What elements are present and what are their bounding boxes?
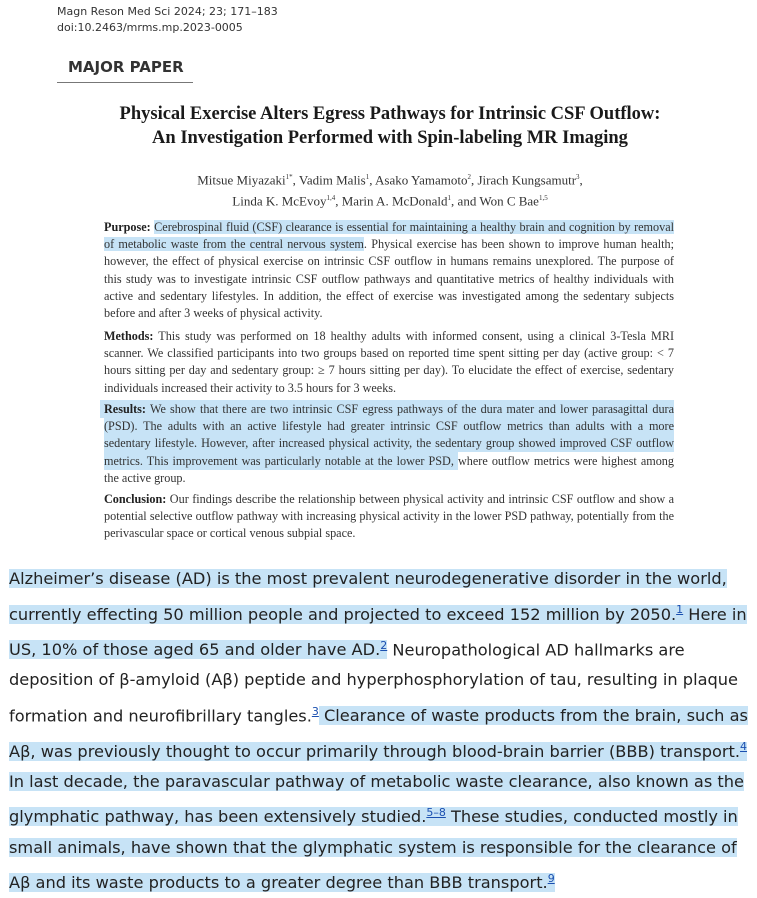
citation-link[interactable]: 3 — [311, 704, 319, 718]
conclusion-text: Our findings describe the relationship between physical activity and intrinsic CSF outflow and show a potential selective outflow pathway with increasing physical activity in the lower PSD pathway, potentially from the perivascular space or cortical venous subpial space. — [104, 492, 674, 541]
author-line-1: Mitsue Miyazaki$^{1*}$, Vadim Malis$^1$, Asako Yamamoto$^2$, Jirach Kungsamutr$^3$, — [197, 172, 583, 188]
author-name: Vadim Malis — [298, 172, 366, 188]
paper-title — [60, 102, 720, 150]
doi: doi:10.2463/mrms.mp.2023-0005 — [57, 21, 243, 34]
highlighted-text[interactable]: Cerebrospinal fluid (CSF) clearance is essential for maintaining a healthy brain and cognition by removal of metabolic waste from the central nervous system — [104, 220, 675, 252]
methods-text: This study was performed on 18 healthy adults with informed consent, using a clinical 3-Tesla MRI scanner. We classified participants into two groups based on reported time spent sitting per day (active group: < 7 hours sitting per day and sedentary group: ≥ 7 hours sitting per day). To elucidate the effect of exercise, sedentary individuals increased their activity to 3.5 hours for 3 weeks. — [104, 329, 675, 395]
citation-link[interactable]: 2 — [380, 638, 388, 652]
author-name: Won C Bae — [479, 193, 539, 209]
intro-paragraph — [9, 564, 749, 898]
sentence: These studies, conducted mostly in small animals, have shown that — [9, 807, 738, 857]
purpose-label: Purpose: — [104, 220, 151, 234]
purpose-text: . Physical exercise has been shown to improve human health; however, the effect of physical exercise on intrinsic CSF outflow in humans remains unexplored. The purpose of this study was to investigate intrinsic CSF outflow pathways and quantitative metrics of healthy individuals with active and sedentary lifestyles. In addition, the effect of exercise was investigated among the sedentary subjects before and after 3 weeks of physical activity. — [104, 237, 674, 321]
results-label: Results: — [104, 402, 146, 416]
author-affiliation: 1,5 — [538, 194, 548, 203]
abstract-conclusion — [104, 491, 674, 543]
author-name: Jirach Kungsamutr — [477, 172, 577, 188]
author-name: Asako Yamamoto — [375, 172, 468, 188]
results-text: where outflow metrics were highest among the active group. — [104, 453, 674, 485]
author-affiliation: 1 — [365, 173, 370, 181]
sentence: Alzheimer’s disease (AD) is the most prevalent neurodegenerative disorder in the world, currently effecting 50 million people and projected to exceed 152 million by 2050. — [9, 569, 727, 624]
title-line-1: Physical Exercise Alters Egress Pathways for Intrinsic CSF Outflow: — [119, 104, 661, 124]
citation-link[interactable]: 4 — [740, 740, 748, 754]
sentence: Neuropathological AD hallmarks are deposition of β-amyloid (Aβ) peptide and hyperphosphorylation of tau, resulting in plaque formation and neurofibrillary tangles. — [9, 640, 738, 725]
sentence: In last decade, the paravascular pathway of metabolic waste clearance, also known as the glymphatic pathway, has been extensively studied. — [9, 771, 744, 827]
journal-citation: Magn Reson Med Sci 2024; 23; 171–183 — [57, 5, 278, 18]
citation-link[interactable]: 1 — [676, 603, 684, 617]
title-line-2: An Investigation Performed with Spin-labeling MR Imaging — [152, 128, 628, 148]
highlighted-text[interactable] — [9, 706, 748, 892]
author-affiliation: 3 — [576, 173, 580, 181]
journal-header — [57, 4, 278, 36]
author-affiliation: 1,4 — [326, 194, 336, 203]
abstract-methods — [104, 328, 674, 397]
author-affiliation: 1 — [447, 194, 452, 203]
methods-label: Methods: — [104, 329, 154, 343]
sentence: the glymphatic system is responsible for the clearance of Aβ and its waste products to a greater degree than BBB transport. — [9, 837, 737, 893]
author-affiliation: 2 — [467, 173, 471, 181]
author-name: Linda K. McEvoy — [232, 193, 327, 209]
author-name: Marin A. McDonald — [341, 193, 448, 209]
sentence: Clearance of waste products from the brain, such as Aβ, was previously thought to occur primarily through blood-brain barrier (BBB) transport. — [9, 705, 748, 761]
citation-link[interactable]: 9 — [547, 871, 555, 885]
author-affiliation: 1* — [285, 173, 293, 181]
author-name: Mitsue Miyazaki — [197, 172, 286, 188]
abstract-purpose — [104, 219, 674, 322]
author-list — [80, 168, 700, 211]
citation-link[interactable]: 5–8 — [426, 805, 446, 819]
results-highlighted: We show that there are two intrinsic CSF egress pathways of the dura mater and lower parasagittal dura (PSD). The adults with an active lifestyle had greater intrinsic CSF outflow metrics than adults with a more sedentary lifestyle. However, after increased physical activity, the sedentary group showed improved CSF outflow metrics. This improvement was particularly notable at the lower PSD, — [104, 402, 675, 468]
author-line-2: Linda K. McEvoy$^{1,4}$, Marin A. McDonald$^1$, and Won C Bae$^{1,5}$ — [232, 193, 548, 209]
abstract-results — [104, 401, 674, 487]
conclusion-label: Conclusion: — [104, 492, 167, 506]
section-badge: MAJOR PAPER — [57, 56, 193, 83]
sentence: Here in US, 10% of those aged 65 and older have AD. — [9, 604, 747, 660]
